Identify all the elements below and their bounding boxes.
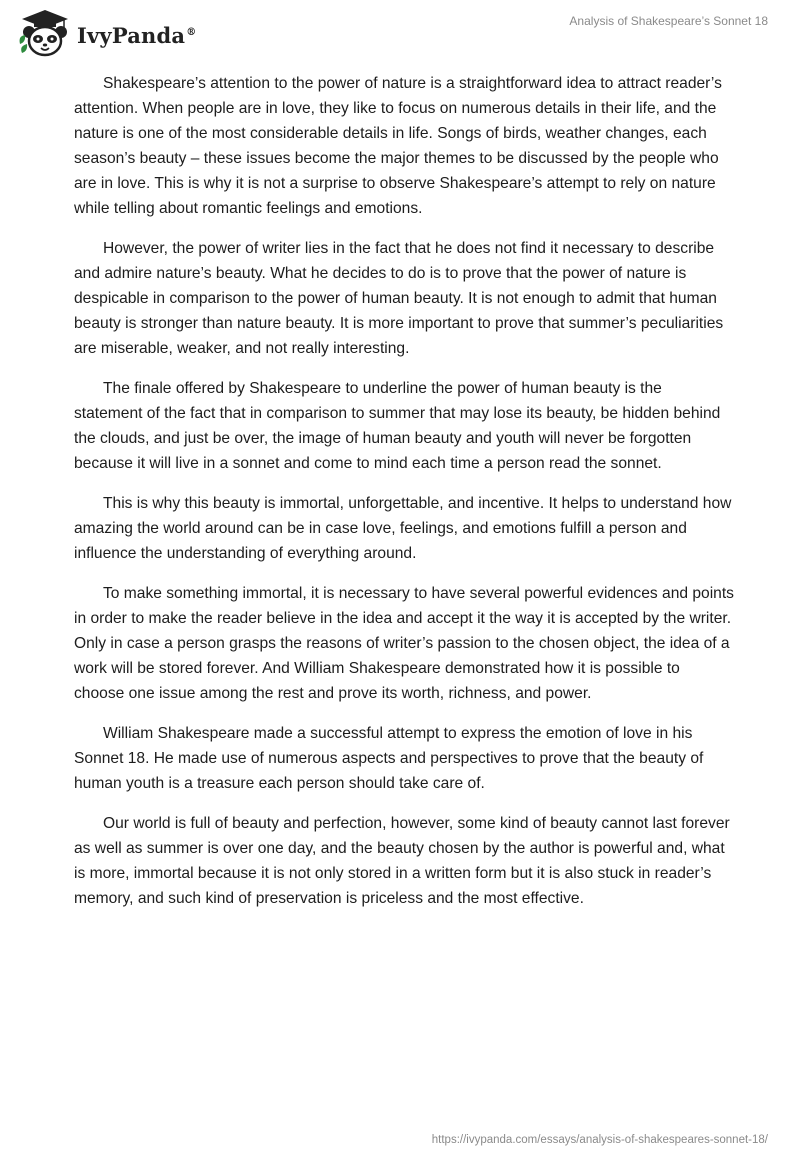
paragraph: Shakespeare’s attention to the power of nature is a straightforward idea to attract reader’s attention. When people are in love, they like to focus on numerous details in their life, and the nature is one of the most considerable details in life. Songs of birds, weather changes, each season’s beauty – these issues become the major themes to be discussed by the people who are in love. This is why it is not a surprise to observe Shakespeare’s attempt to rely on nature while telling about romantic feelings and emotions.: [74, 75, 722, 217]
panda-graduate-icon: [16, 8, 74, 58]
paragraph: To make something immortal, it is necessary to have several powerful evidences and points in order to make the reader believe in the idea and accept it the way it is accepted by the writer. Only in case a person grasps the reasons of writer’s passion to the chosen object, the idea of a work will be stored forever. And William Shakespeare demonstrated how it is possible to choose one issue among the rest and prove its worth, richness, and power.: [74, 585, 734, 702]
paragraph: Our world is full of beauty and perfection, however, some kind of beauty cannot last forever as well as summer is over one day, and the beauty chosen by the author is powerful and, what is more, immortal because it is not only stored in a written form but it is also stuck in reader’s memory, and such kind of preservation is priceless and the most effective.: [74, 815, 730, 907]
document-title: Analysis of Shakespeare’s Sonnet 18: [569, 14, 768, 28]
paragraph: William Shakespeare made a successful attempt to express the emotion of love in his Sonnet 18. He made use of numerous aspects and perspectives to prove that the beauty of human youth is a treasure each person should take care of.: [74, 725, 704, 792]
paragraph: However, the power of writer lies in the fact that he does not find it necessary to describe and admire nature’s beauty. What he decides to do is to prove that the power of nature is despicable in comparison to the power of human beauty. It is not enough to admit that human beauty is stronger than nature beauty. It is more important to prove that summer’s peculiarities are miserable, weaker, and not really interesting.: [74, 240, 724, 357]
paragraph: The finale offered by Shakespeare to underline the power of human beauty is the statement of the fact that in comparison to summer that may lose its beauty, be hidden behind the clouds, and just be over, the image of human beauty and youth will never be forgotten because it will live in a sonnet and come to mind each time a person read the sonnet.: [74, 380, 721, 472]
registered-mark: ®: [186, 26, 197, 38]
page-header: [0, 0, 800, 70]
brand-name: IvyPanda®: [77, 22, 197, 48]
source-url-link[interactable]: https://ivypanda.com/essays/analysis-of-shakespeares-sonnet-18/: [431, 1134, 768, 1146]
essay-body: [74, 71, 734, 926]
ivypanda-logo[interactable]: [16, 8, 196, 58]
paragraph: This is why this beauty is immortal, unforgettable, and incentive. It helps to understand how amazing the world around can be in case love, feelings, and emotions fulfill a person and influence the understanding of everything around.: [74, 495, 732, 562]
